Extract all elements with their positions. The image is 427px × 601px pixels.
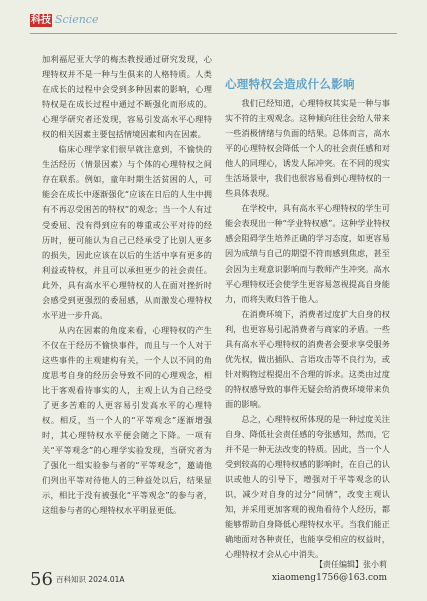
- page-number: 56: [30, 569, 53, 590]
- header-divider: [30, 33, 397, 34]
- editor-email: xiaomeng1756@163.com: [271, 573, 387, 583]
- paragraph: 临床心理学家们很早就注意到，不愉快的生活经历（情景因素）与个体的心理特权之间存在联系。例如，童年时期生活贫困的人，可能会在成长中逐渐强化“应该在日后的人生中拥有不再忍受困苦的特权”的观念；当一个人有过受委屈、没有得到应有的尊重或公平对待的经历时，便可能认为自己已经承受了比别人更多的损失，因此应该在以后的生活中享有更多的利益或特权，并且可以承担更少的社会责任。此外，具有高水平心理特权的人在面对挫折时会感受到更强烈的委屈感，从而激发心理特权水平进一步升高。: [42, 144, 212, 320]
- page-header: [0, 0, 427, 38]
- editor-credit: 【责任编辑】张小莉: [315, 560, 387, 569]
- section-tag: 科技: [31, 15, 51, 26]
- paragraph: 我们已经知道，心理特权其实是一种与事实不符的主观观念。这种倾向往往会给人带来一些消极情绪与负面的结果。总体而言，高水平的心理特权会降低一个人的社会责任感和对他人的同理心，诱发人际冲突。在不同的现实生活场景中，我们也很容易看到心理特权的一些具体表现。: [225, 98, 390, 199]
- section-tag-english: Science: [55, 13, 99, 26]
- paragraph: 总之，心理特权所体现的是一种过度关注自身、降低社会责任感的夸张感知，然而，它并不是一种无法改变的特质。因此，当一个人受到较高的心理特权感的影响时，在自己的认识或他人的引导下，增强对于平等观念的认识，减少对自身的过分“同情”，改变主观认知，并采用更加客观的视角看待个人经历，都能够帮助自身降低心理特权水平。当我们能正确地面对各种责任，也能享受相应的权益时，心理特权才会从心中消失。: [225, 413, 390, 560]
- paragraph: 在消费环境下，消费者过度扩大自身的权利，也更容易引起消费者与商家的矛盾。一些具有高水平心理特权的消费者会要求享受服务优先权，做出插队、言语攻击等不良行为，或针对购物过程提出不合理的诉求。这类由过度的特权感导致的事件无疑会给消费环境带来负面的影响。: [225, 308, 390, 409]
- left-column: [42, 52, 212, 518]
- paragraph: 加利福尼亚大学的梅杰教授通过研究发现，心理特权并不是一种与生俱来的人格特质。人类在成长的过程中会受到多种因素的影响，心理特权是在成长过程中通过不断强化而形成的。心理学研究者还发现，容易引发高水平心理特权的相关因素主要包括情境因素和内在因素。: [42, 54, 212, 140]
- section-heading: 心理特权会造成什么影响: [225, 77, 355, 91]
- right-column: [225, 96, 390, 562]
- publication-info: 百科知识 2024.01A: [56, 575, 125, 584]
- paragraph: 在学校中，具有高水平心理特权的学生可能会表现出一种“学业特权感”。这种学业特权感会阻碍学生培养正确的学习态度，如更容易因为成绩与自己的期望不符而感到焦虑，甚至会因为主观意识影响而与教师产生冲突。高水平心理特权还会使学生更容易忽视提高自身能力，而将失败归咎于他人。: [225, 203, 390, 304]
- paragraph: 从内在因素的角度来看，心理特权的产生不仅在于经历不愉快事件，而且与一个人对于这些事件的主观建构有关，一个人以不同的角度思考自身的经历会导致不同的心理观念，相比于客观看待事实的人，主观上认为自己经受了更多苦难的人更容易引发高水平的心理特权。相反，当一个人的“平等观念”逐渐增强时，其心理特权水平便会随之下降。一项有关“平等观念”的心理学实验发现，当研究者为了强化一组实验参与者的“平等观念”，邀请他们列出平等对待他人的三种益处以后，结果显示，相比于没有被强化“平等观念”的参与者，这组参与者的心理特权水平明显更低。: [42, 324, 212, 516]
